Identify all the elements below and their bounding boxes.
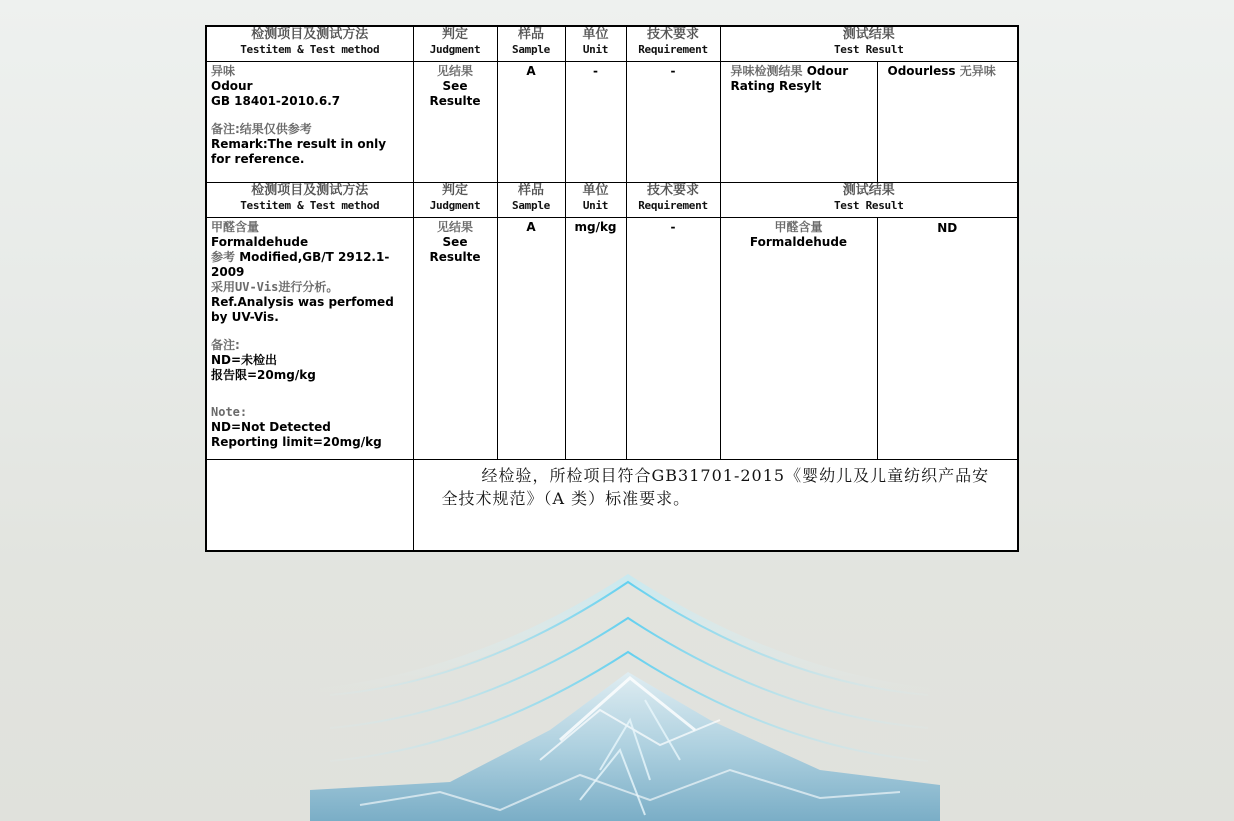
formaldehyde-method-cell: 甲醛含量 Formaldehude 参考 Modified,GB/T 2912.1-2009 采用UV-Vis进行分析。 Ref.Analysis was perfomed by UV-Vis. 备注: ND=未检出 报告限=20mg/kg Note: ND=Not Detected Reporting limit=20mg/kg xyxy=(207,218,413,460)
formaldehyde-sample-cell: A xyxy=(497,218,565,460)
header-method: 检测项目及测试方法 Testitem & Test method xyxy=(207,27,413,62)
conclusion-cell xyxy=(413,460,1017,550)
odour-sample-cell: A xyxy=(497,62,565,183)
table-row-conclusion xyxy=(207,460,1017,550)
odour-standard: GB 18401-2010.6.7 xyxy=(211,94,341,108)
table-row-formaldehyde xyxy=(207,218,1017,460)
odour-unit-cell: - xyxy=(565,62,626,183)
conclusion-text: 经检验，所检项目符合GB31701-2015《婴幼儿及儿童纺织产品安全技术规范》（A 类）标准要求。 xyxy=(441,466,990,508)
header-judgment: 判定 Judgment xyxy=(413,183,497,218)
odour-result-label-cell: 异味检测结果 Odour Rating Resylt xyxy=(720,62,877,183)
crystal-fibers xyxy=(310,672,940,821)
odour-remark-en: Remark:The result in only for reference. xyxy=(211,137,387,166)
formaldehyde-requirement-cell: - xyxy=(626,218,720,460)
table-row-odour xyxy=(207,62,1017,183)
header-sample: 样品 Sample xyxy=(497,27,565,62)
test-report-table xyxy=(207,27,1017,550)
odour-judgment-cell: 见结果 See Resulte xyxy=(413,62,497,183)
header-method: 检测项目及测试方法 Testitem & Test method xyxy=(207,183,413,218)
odour-requirement-cell: - xyxy=(626,62,720,183)
header-requirement: 技术要求 Requirement xyxy=(626,183,720,218)
header-judgment: 判定 Judgment xyxy=(413,27,497,62)
header-test-result: 测试结果 Test Result xyxy=(720,27,1017,62)
odour-method-cell xyxy=(207,62,413,183)
crystal-fiber-illustration xyxy=(300,570,950,821)
formaldehyde-unit-cell: mg/kg xyxy=(565,218,626,460)
formaldehyde-judgment-cell: 见结果 See Resulte xyxy=(413,218,497,460)
table-header-row xyxy=(207,27,1017,62)
header-unit: 单位 Unit xyxy=(565,27,626,62)
odour-remark-zh: 备注:结果仅供参考 xyxy=(211,122,312,136)
odour-name-en: Odour xyxy=(211,79,253,93)
header-test-result: 测试结果 Test Result xyxy=(720,183,1017,218)
odour-result-value-cell: Odourless 无异味 xyxy=(877,62,1017,183)
conclusion-empty-cell xyxy=(207,460,413,550)
table-header-row xyxy=(207,183,1017,218)
header-sample: 样品 Sample xyxy=(497,183,565,218)
test-report-document xyxy=(205,25,1019,552)
formaldehyde-result-label-cell: 甲醛含量 Formaldehude xyxy=(720,218,877,460)
odour-name-zh: 异味 xyxy=(211,64,236,78)
header-unit: 单位 Unit xyxy=(565,183,626,218)
header-requirement: 技术要求 Requirement xyxy=(626,27,720,62)
formaldehyde-result-value-cell: ND xyxy=(877,218,1017,460)
